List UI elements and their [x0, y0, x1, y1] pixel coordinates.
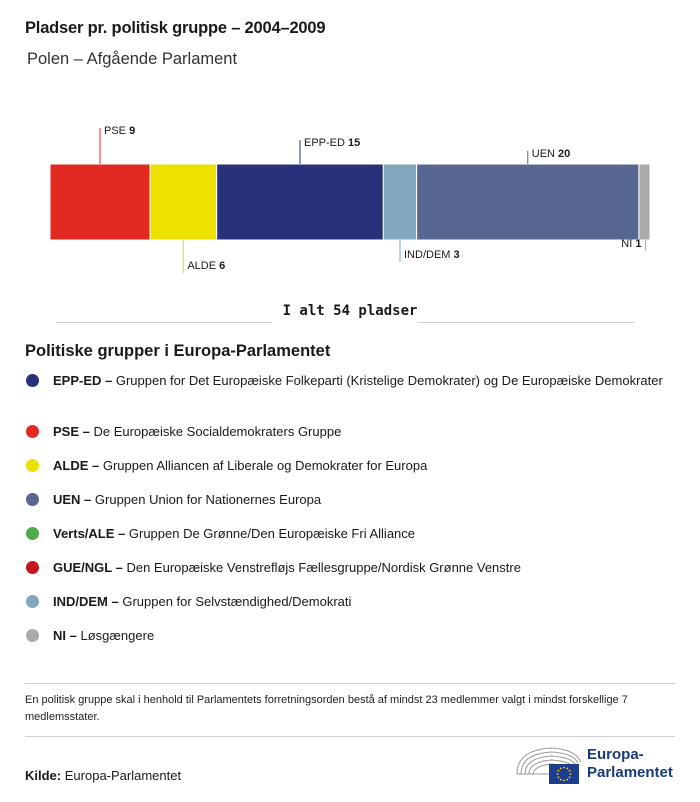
legend-text: Gruppen Alliancen af Liberale og Demokrater for Europa: [102, 458, 428, 473]
legend-abbr: EPP-ED –: [53, 373, 116, 388]
parliament-building-icon: [515, 744, 585, 789]
segment-label-epp-ed: EPP-ED 15: [304, 137, 361, 149]
legend-abbr: PSE –: [53, 424, 94, 439]
europarl-logo: [515, 744, 680, 789]
legend-item: [25, 559, 693, 576]
legend-swatch: [26, 629, 39, 642]
bar-segment-alde: [150, 164, 217, 240]
legend-text: Løsgængere: [80, 628, 155, 643]
bar-segment-ni: [639, 164, 650, 240]
note-top-divider: [25, 683, 675, 684]
legend-abbr: UEN –: [53, 492, 95, 507]
legend-item: [25, 525, 693, 542]
legend-swatch: [26, 425, 39, 438]
bar-segment-pse: [50, 164, 150, 240]
legend-swatch: [26, 595, 39, 608]
legend-swatch: [26, 459, 39, 472]
segment-label-ind-dem: IND/DEM 3: [404, 249, 460, 261]
legend-item: [25, 372, 693, 389]
legend-text: Gruppen for Selvstændighed/Demokrati: [122, 594, 352, 609]
legend-abbr: ALDE –: [53, 458, 103, 473]
legend-item: [25, 627, 693, 644]
footnote: En politisk gruppe skal i henhold til Parlamentets forretningsorden bestå af mindst 23 medlemmer valgt i mindst forskellige 7 medlemsstater.: [25, 694, 628, 723]
source-label: Kilde:: [25, 768, 62, 783]
chart-title: Pladser pr. politisk gruppe – 2004–2009: [25, 19, 326, 37]
logo-line-1: Europa-: [587, 746, 644, 763]
legend-text: Den Europæiske Venstrefløjs Fællesgruppe/Nordisk Grønne Venstre: [126, 560, 521, 575]
legend-abbr: GUE/NGL –: [53, 560, 127, 575]
legend-swatch: [26, 493, 39, 506]
source-value: Europa-Parlamentet: [64, 768, 182, 783]
logo-line-2: Parlamentet: [587, 764, 673, 781]
legend-abbr: NI –: [53, 628, 81, 643]
segment-label-alde: ALDE 6: [187, 260, 226, 272]
total-seats-label: I alt 54 pladser: [282, 303, 418, 319]
legend-text: Gruppen Union for Nationernes Europa: [94, 492, 322, 507]
legend-text: De Europæiske Socialdemokraters Gruppe: [93, 424, 342, 439]
legend-item: [25, 423, 693, 440]
bar-segment-epp-ed: [217, 164, 384, 240]
legend-text: Gruppen for Det Europæiske Folkeparti (Kristelige Demokrater) og De Europæiske Demokrater: [115, 373, 663, 388]
legend-abbr: Verts/ALE –: [53, 526, 129, 541]
bar-segment-ind-dem: [383, 164, 416, 240]
segment-label-pse: PSE 9: [104, 125, 136, 137]
logo-text: [587, 746, 673, 782]
legend-abbr: IND/DEM –: [53, 594, 123, 609]
legend-item: [25, 491, 693, 508]
legend-swatch: [26, 374, 39, 387]
legend-text: Gruppen De Grønne/Den Europæiske Fri Alliance: [128, 526, 416, 541]
segment-label-ni: NI 1: [621, 238, 642, 250]
chart-subtitle: Polen – Afgående Parlament: [27, 50, 238, 68]
legend-item: [25, 593, 693, 610]
segment-label-uen: UEN 20: [531, 148, 571, 160]
source: [25, 768, 181, 783]
legend-swatch: [26, 527, 39, 540]
bar-segment-uen: [417, 164, 639, 240]
legend-title: Politiske grupper i Europa-Parlamentet: [25, 342, 331, 360]
note-bottom-divider: [25, 736, 675, 737]
legend-item: [25, 457, 693, 474]
legend-swatch: [26, 561, 39, 574]
